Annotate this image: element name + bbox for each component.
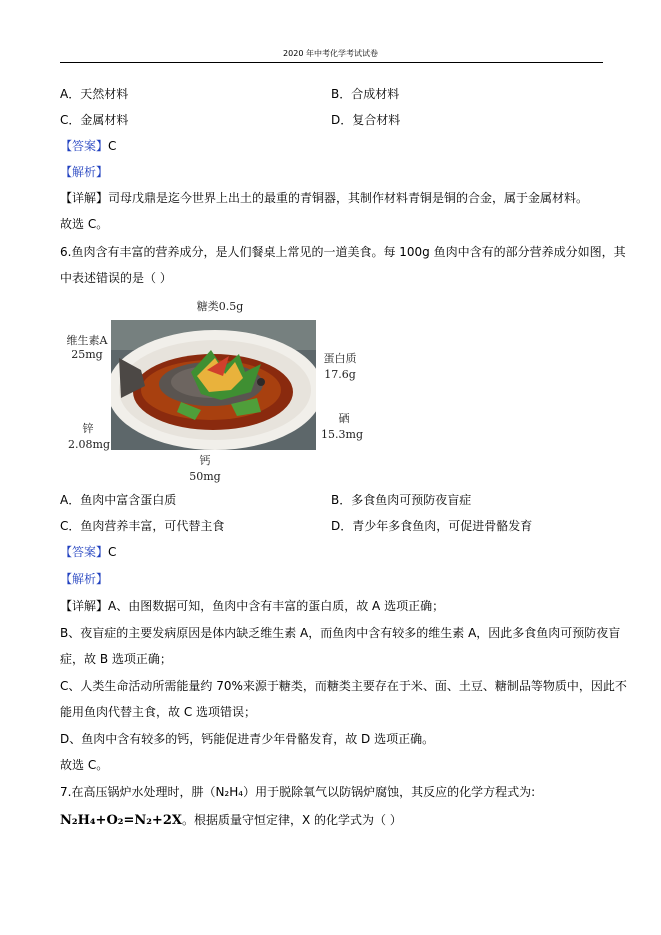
header-rule (60, 62, 603, 63)
fig-label-se-name: 硒 (338, 412, 350, 425)
q6-detail-b1: B、夜盲症的主要发病原因是体内缺乏维生素 A，而鱼肉中含有较多的维生素 A，因此多食鱼肉可预防夜盲 (60, 626, 621, 640)
answer-tag: 【答案】 (60, 545, 109, 559)
q5-option-c: C．金属材料 (60, 113, 129, 127)
q5-conclusion: 故选 C。 (60, 217, 109, 231)
q7-stem: 7.在高压锅炉水处理时，肼（N₂H₄）用于脱除氧气以防锅炉腐蚀，其反应的化学方程式为: (60, 785, 536, 799)
q6-detail-b2: 症，故 B 选项正确； (60, 652, 172, 666)
fig-label-ca-name: 钙 (199, 454, 211, 467)
detail-tag: 【详解】 (60, 191, 109, 205)
q6-stem-line1: 6.鱼肉含有丰富的营养成分，是人们餐桌上常见的一道美食。每 100g 鱼肉中含有的部分营养成分如图，其 (60, 245, 626, 259)
q5-analysis-tag: 【解析】 (60, 165, 109, 179)
detail-tag: 【详解】 (60, 599, 109, 613)
fig-label-zinc-amt: 2.08mg (68, 438, 110, 451)
steamed-fish-photo (111, 320, 316, 450)
q6-detail-c1: C、人类生命活动所需能量约 70%来源于糖类，而糖类主要存在于米、面、土豆、糖制品等物质中，因此不 (60, 679, 627, 693)
detail-text: A、由图数据可知，鱼肉中含有丰富的蛋白质，故 A 选项正确； (108, 599, 445, 613)
chemical-equation: N₂H₄+O₂=N₂+2X (60, 813, 182, 828)
q6-option-a: A．鱼肉中富含蛋白质 (60, 493, 177, 507)
q5-detail (60, 191, 588, 205)
fig-label-protein-name: 蛋白质 (323, 352, 357, 365)
fish-illustration (111, 320, 316, 450)
fig-label-ca-amt: 50mg (189, 470, 221, 483)
answer-tag: 【答案】 (60, 139, 109, 153)
fig-label-se-amt: 15.3mg (321, 428, 363, 441)
q6-detail-c2: 能用鱼肉代替主食，故 C 选项错误； (60, 705, 257, 719)
fig-label-vita-amt: 25mg (71, 348, 103, 361)
page-header-title: 2020 年中考化学考试试卷 (283, 49, 378, 58)
fig-label-sugar: 糖类0.5g (196, 300, 244, 313)
q6-detail-a (60, 599, 444, 613)
q6-answer-line (60, 545, 116, 559)
fig-label-protein-amt: 17.6g (324, 368, 356, 381)
detail-text: 司母戊鼎是迄今世界上出土的最重的青铜器，其制作材料青铜是铜的合金，属于金属材料。 (108, 191, 589, 205)
q5-option-b: B．合成材料 (331, 87, 400, 101)
q5-answer-line (60, 139, 116, 153)
q6-option-c: C．鱼肉营养丰富，可代替主食 (60, 519, 225, 533)
fig-label-vita-name: 维生素A (66, 334, 108, 347)
answer-value: C (108, 139, 117, 153)
q6-option-d: D．青少年多食鱼肉，可促进骨骼发育 (331, 519, 533, 533)
answer-value: C (108, 545, 117, 559)
q6-conclusion: 故选 C。 (60, 758, 109, 772)
q5-option-a: A．天然材料 (60, 87, 129, 101)
q6-analysis-tag: 【解析】 (60, 572, 109, 586)
q6-stem-line2: 中表述错误的是（ ） (60, 271, 172, 285)
q6-detail-d: D、鱼肉中含有较多的钙，钙能促进青少年骨骼发育，故 D 选项正确。 (60, 732, 435, 746)
q7-equation-line (60, 813, 402, 828)
q5-option-d: D．复合材料 (331, 113, 401, 127)
q7-question: 。根据质量守恒定律，X 的化学式为（ ） (181, 813, 402, 827)
fig-label-zinc-name: 锌 (82, 422, 94, 435)
q6-option-b: B．多食鱼肉可预防夜盲症 (331, 493, 472, 507)
